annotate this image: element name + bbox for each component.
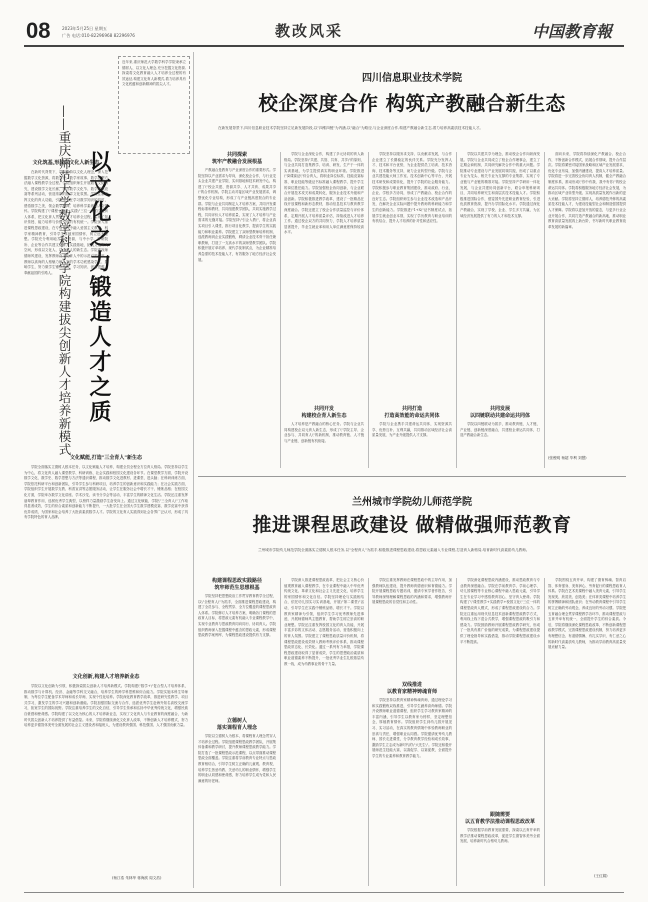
masthead — [0, 0, 648, 48]
left-body-1: 在新时代背景下，学院坚持以文化人理念，深入挖掘数学文化资源，将数学史、数学家故事、数学思想方法融入课程教学全过程。学院组织师生开展数学文化研究，建设数学文化长廊，举办数学文化节、数学建模竞赛等系列活动，营造浓厚的数学文化氛围。学院注重发挥文化的育人功能，引导学生在学习数学知识的同时，感悟数学之美，领会数学精神，培养科学素养和人文情怀。学院构建了\"课程+活动+实践\"三位一体的文化育人体系，把文化育人贯穿于人才培养全过程，实现了知识传授、能力培养与价值引领的有机统一。学院深入推进课程思政建设，在专业课程中融入爱国主义教育、科学家精神教育，引导学生厚植家国情怀，树立远大理想。学院充分利用地方文化资源，与中小学、科研院所、企业等合作共建文化育人实践基地，拓展文化育人空间，形成以文化人、以文育人的新生态。学院重视师德师风建设，发挥教师在文化育人中的示范引领作用，教师以高尚的人格魅力和扎实的学术功底感染学生、影响学生，努力做学生锤炼品格、学习知识、创新思维、奉献祖国的引路人。 — [24, 170, 108, 275]
top-col-4a: 学院以共建共享为理念，推动校企合作向纵深发展。学院与企业共同成立了校企合作理事会，建立了定期会商机制，共同研究解决合作中的重大问题。学院推动专业建设与产业发展同频共振，形成了以重点专业为龙头、相关专业为支撑的专业集群，实现了专业链与产业链的精准对接。学院坚持产学研用一体化发展，与企业共建协同创新平台，联合申报科研项目，共同培养研究生和高层次技术技能人才。学院积极推进国际合作，借鉴国外先进职业教育经验，引进优质教育资源，提升办学国际化水平。学院通过深化产教融合，实现了学校、企业、学生多方共赢，为区域经济发展提供了有力的人才和技术支撑。 — [460, 152, 540, 218]
bottom-byline: (王红娟) — [594, 874, 608, 878]
bottom-col-3a: 学院注重发挥教师在课程思政中的主导作用，加强教师队伍建设，提升教师育德意识和育德能力。学院开展课程思政专题培训，邀请专家学者作报告，引导教师深刻理解课程思政的内涵和要求，增强教师开展课程思政的自觉性和主动性。 — [372, 578, 452, 605]
top-col-divider-1 — [280, 152, 281, 468]
left-vertical-title: 以文化之力锻造人才之质 — [86, 150, 112, 425]
masthead-rule — [24, 45, 624, 47]
top-col-divider-2 — [368, 152, 369, 468]
bottom-page-rule — [24, 892, 624, 893]
left-heading-1: 文化筑基,形成以文化人新生态 — [32, 160, 100, 166]
top-heading-4: 共同发展 以四链联动共建命运共同体 — [469, 406, 530, 419]
bottom-col-divider-3 — [456, 578, 457, 886]
bottom-kicker: 兰州城市学院幼儿师范学院 — [352, 497, 472, 508]
top-intro: 在新发展背景下,四川信息职业技术学院坚持立足新发展阶段,以"四维四链"为内涵,以"融合"为路径,与企业深度合作,构建产教融合新生态,着力培养高素质技术技能人才。 — [218, 126, 484, 130]
top-col-2b: 人才培养是产教融合的核心任务。学院与企业共同构建校企双元育人新生态，形成了\"学院主导、企业参与、共同育人\"的新机制，推动教育链、人才链与产业链、创新链有机衔接。 — [284, 422, 364, 443]
bottom-headline: 推进课程思政建设 做精做强师范教育 — [252, 514, 572, 536]
left-intro-box — [118, 56, 190, 154]
bottom-heading-1: 构建课程思政实践路径 筑牢师范生思想根基 — [211, 578, 262, 591]
bottom-heading-4: 跟随需要 以五育教学法推动课程思政改革 — [464, 812, 535, 825]
top-headline: 校企深度合作 构筑产教融合新生态 — [258, 92, 566, 115]
left-body-2: 学院全面落实立德树人根本任务，以文化赋能人才培养，构建全员全程全方位育人格局。学院坚持以学生为中心，将文化育人融入课堂教学、科研训练、社会实践和校园文化建设各环节。在课堂教学方面，学院开设数学文化、数学史、数学思想与方法等通识课程，推动数学文化进教材、进课堂、进头脑；在科研训练方面，学院依托科研平台和创新团队，引导学生参与科研项目，培养学生的创新意识和实践能力；在社会实践方面，学院组织学生开展数学支教、科普宣讲等志愿服务活动，让学生在服务社会中增长才干、锤炼品格；在校园文化方面，学院举办数学文化讲座、学术沙龙、读书分享会等活动，丰富学生的精神文化生活。学院还注重发挥朋辈教育作用，选树优秀学生典型，以榜样力量激励学生奋发向上。通过文化赋能，学院\"三全育人\"工作取得显著成效，学生的综合素质和创新能力不断提升，一大批学生在全国大学生数学建模竞赛、数学竞赛中获得优异成绩，为国家和社会培养了大批高素质数学人才。学院的文化育人实践得到社会各界广泛认可，形成了具有学院特色的育人品牌。 — [24, 465, 188, 520]
top-kicker: 四川信息职业技术学院 — [362, 73, 462, 84]
bottom-col-1a: 学院坚持把思想政治工作贯穿教育教学全过程，以\"全程育人\"为抓手，全面推进课程思政建设，构建了全员参与、全程贯穿、全方位覆盖的课程思政育人体系。学院修订人才培养方案，明确各门课程的思政育人目标，将思政元素有机融入专业课程教学中，实现专业教育与思政教育同向同行、协同育人。学院组织教师深入挖掘课程中蕴含的思政元素，形成课程思政教学案例库，为课程思政建设提供有力支撑。 — [198, 594, 276, 638]
section-title: 教改风采 — [275, 22, 344, 40]
bottom-article — [198, 478, 626, 890]
top-col-3a: 学院坚持以服务求支持、以贡献求发展，与合作企业建立了长期稳定的伙伴关系。学院充分发挥人才、技术和平台优势，为企业提供员工培训、技术咨询、技术服务等支持，助力企业转型升级。学院与企业共建技能大师工作室、技术创新中心等平台，开展技术研发和成果转化，提升了学院的社会服务能力。学院积极参与职业教育集团建设，推动政府、行业、企业、学校多方协同，形成了产教融合、校企合作的良好生态。学院组织师生参与企业技术改造和产品开发，在解决企业实际问题中提升教师的科研能力和学生的创新能力。学院推进\"1+X\"证书制度试点，拓展学生就业创业本领，实现了学历教育与职业培训的有机结合，提升人才培养的针对性和适应性。 — [372, 152, 452, 224]
top-col-4b: 学院以四链联动为抓手，推动教育链、人才链、产业链、创新链深度融合，共建校企命运共同体，打造产教融合新生态。 — [460, 422, 540, 438]
left-vertical-subtitle: ——重庆师范大学数学科学学院构建拔尖创新人才培养新模式 — [57, 105, 72, 456]
left-heading-2: 文化赋能,打造"三全育人"新生态 — [70, 455, 142, 461]
top-col-3b: 学院与企业携手共建命运共同体，实现资源共享、优势互补、互利共赢，共同推动区域经济社会高质量发展，为产业升级提供人才支撑。 — [372, 422, 452, 438]
left-body-3: 学院以文化创新为引领，积极探索拔尖创新人才培养新模式。学院构建\"数学+\"复合型人才培养体系，推动数学与计算机、经济、金融等学科交叉融合，培养学生的跨学科思维和综合能力。学院实施本科生导师制，为每位学生配备学术导师和成长导师，实现个性化培养。学院深化教育教学改革，推进研究性教学、项目式学习，激发学生的学习兴趣和创新潜能。学院加强国际交流与合作，选派优秀学生赴海外知名高校交流学习，拓宽学生的国际视野。学院注重培养学生的文化自信，引导学生传承和弘扬中华优秀传统文化，增强民族自豪感和使命感。学院构建了以文化为核心的人才培养新业态，实现了文化育人与专业教育的深度融合，为新时代拔尖创新人才培养提供了有益借鉴。未来，学院将继续深化文化育人改革，不断创新人才培养模式，努力培养更多德智体美劳全面发展的社会主义建设者和接班人，为建设教育强国、科技强国、人才强国贡献力量。 — [24, 684, 188, 728]
top-article — [198, 52, 626, 472]
top-heading-3: 共同打造 打造高效能的命运共同体 — [384, 406, 440, 419]
top-col-divider-4 — [544, 152, 545, 468]
top-col-2a: 学院与企业深化合作，构建了多元协同的育人新格局。学院坚持\"共建、共管、共育、共享\"的原则，与企业共同打造集教学、培训、研发、生产于一体的实训基地，为学生提供真实的职业环境。学院推进\"岗课赛证\"综合育人，将职业岗位标准、技能竞赛标准、职业技能等级证书标准融入课程教学，提升学生的岗位胜任能力。学院加强校企协同创新，与企业联合开展技术攻关和成果转化，服务企业技术升级和产品创新。学院积极推进教学改革，建设了一批精品在线开放课程和新形态教材，推动信息技术与教育教学深度融合。学院还建立了校企合作质量监控与评价体系，定期开展人才培养质量评估，持续改进人才培养工作。通过校企双方的共同努力，学院人才培养质量显著提升，毕业生就业率和用人单位满意度保持较高水平。 — [284, 152, 364, 235]
top-col-divider-3 — [456, 152, 457, 468]
left-column-divider — [193, 52, 194, 888]
paper-name: 中国教育報 — [532, 22, 613, 41]
left-article — [24, 50, 190, 890]
bottom-col-divider-2 — [368, 578, 369, 886]
bottom-intro: 兰州城市学院幼儿师范学院全面落实立德树人根本任务,以"全程育人"为抓手,积极推进课程思政建设,将思政元素融入专业课程,打造育人新格局,培育新时代高素质幼儿教师。 — [258, 548, 530, 552]
bottom-col-1b: 学院以立德树人为根本，将课程育人理念贯穿人才培养全过程。学院组建课程思政教学团队，开展集体备课和教学研讨，提升教师课程思政教学能力。学院打造了一批课程思政示范课程，以点带面推动课程思政全面覆盖。学院注重将学前教育专业特点与思政教育相结合，引导学生树立正确的儿童观、教育观，培养学生热爱幼教、关爱幼儿的职业情怀，增强学生的职业认同感和使命感，努力培养学生成为党和人民满意的好老师。 — [198, 734, 276, 783]
top-byline: (张俊明 杨超 毕利 刘慧) — [548, 456, 587, 460]
bottom-col-5: 学院围绕五育并举，构建了德育铸魂、智育启智、体育强身、美育润心、劳育促行的课程思政育人体系。学院在艺术类课程中融入美育元素，引导学生发现美、欣赏美、创造美；在体育类课程中培养学生的拼搏精神和团队意识；在劳动教育课程中引导学生树立正确的劳动观念，养成良好的劳动习惯。学院把五育融合理念贯穿课程教学各环节，推动课程思政与五育并举有机统一，全面提升学生的综合素质。今后，学院将继续深化课程思政改革，不断创新课程思政教学模式，完善课程思政建设机制，努力培养更多有理想信念、有道德情操、有扎实学识、有仁爱之心的新时代高素质幼儿教师，为推动学前教育高质量发展贡献力量。 — [548, 578, 626, 650]
top-col-1: 产教融合是教育与产业深度合作的重要形式。学院坚持以产业需求为导向，深化校企合作，与行业龙头企业共建产业学院、实训基地和技术研发中心，构建了\"校企共建、资源共享、人才共育、成果共享\"的合作机制。学院主动对接区域产业发展需求，调整优化专业结构，形成了与产业链高度契合的专业群。学院与企业共同制定人才培养方案，共同开发课程标准和教材，共同组建教学团队，共同实施教学过程，共同评价人才培养质量，实现了人才培养与产业需求的无缝对接。学院坚持\"引企入教\"，将企业真实项目引入课堂，推行项目化教学，提高学生的实践能力和职业素养。学院建立了双师型教师培养机制，选派教师到企业实践锻炼，聘请企业技术骨干担任兼职教师，打造了一支高水平的双师型教学团队。学院积极开展订单培养、现代学徒制试点，为企业精准培养急需的技术技能人才，有效服务了地方经济社会发展。 — [198, 168, 276, 262]
bottom-col-4b: 学院根据学前教育发展需要，探索以五育并举的教学法推动课程思政改革，促进学生德智体美劳全面发展，培养新时代合格幼儿教师。 — [460, 828, 540, 844]
top-heading-1: 共同探索 筑牢产教融合发展根基 — [211, 152, 262, 165]
bottom-heading-2: 立德树人 落实课程育人理念 — [216, 718, 257, 731]
bottom-heading-3: 双线推进 以教育家精神铸魂育师 — [386, 682, 437, 695]
top-heading-2: 共同开发 构建校企育人新生态 — [301, 406, 347, 419]
left-intro: 近年来,重庆师范大学数学科学学院秉承立德树人、以文化人理念,充分挖掘文化资源,探索将文化教育融入人才培养全过程的有效途径,构建文化育人新模式,着力培养具有文化底蕴和创新精神的拔尖人才。 — [122, 60, 186, 87]
middle-divider — [198, 476, 626, 477]
info-line: 广告 电话:010-82296968 82296976 — [62, 33, 135, 38]
top-col-5: 面向未来，学院将持续深化产教融合、校企合作，不断创新合作模式，拓展合作领域，提升合作层次。学院将紧密对接国家战略和区域产业发展需求，优化专业布局，加强内涵建设，提高人才培养质量。学院将进一步完善校企协同育人机制，健全产教融合制度体系，推动形成\"你中有我、我中有你\"的校企命运共同体。学院将积极服务地方经济社会发展，为推动区域产业转型升级、实现高质量发展作出新的更大贡献。学院将坚持立德树人，培养德技并修的高素质技术技能人才，为建设技能型社会和制造强国提供人才保障。学院将以更加开放的姿态，与更多行业企业开展合作，共同打造产教融合的新高地，推动职业教育高质量发展再上新台阶，书写新时代职业教育改革发展的新篇章。 — [548, 152, 626, 229]
left-byline: (杨江浩 朱林华 蒋海滨 周文浩) — [112, 876, 162, 880]
bottom-col-4a: 学院深化课程思政内涵建设，推动思政教育与专业教育深度融合。学院在学前教育学、学前心理学、幼儿园课程等专业核心课程中融入思政元素，引导学生在专业学习中感悟教育初心、坚守育人使命。学院构建了\"课堂教学+实践教学+校园文化\"三位一体的课程思政育人模式，形成了课程思政建设的合力。学院还注重运用现代信息技术创新课程思政教学方式，利用线上线下混合式教学，增强课程思政的吸引力和感染力。学院鼓励教师开展课程思政教学研究，形成了一批具有推广价值的研究成果，为课程思政建设提供了理论指导和实践借鉴，推动学院课程思政建设水平不断提高。 — [460, 578, 540, 644]
page-number: 08 — [26, 18, 51, 43]
bottom-col-divider-1 — [280, 578, 281, 886]
bottom-col-3b: 学院坚持以教育家精神铸魂育师，通过理论学习和实践锻炼双线推进，引导学生涵养高尚师德。学院开设教师职业道德课程，组织学生学习教育家精神的丰富内涵，引导学生以教育家为榜样，坚定理想信念，厚植教育情怀。学院组织学生到幼儿园开展见习、实习活动，在真实的教育情境中体验教师职业的崇高与责任，增强职业认同感。学院邀请优秀幼儿教师、园长走进课堂，分享教育教学经验和成长故事，激励学生立志成为新时代的\"大先生\"。学院还积极开展师范生技能大赛，以赛促学、以赛促教，全面提升学生的专业素养和教育教学能力。 — [372, 698, 452, 758]
bottom-col-divider-4 — [544, 578, 545, 886]
date-line: 2023年5月25日 星期五 — [62, 26, 108, 31]
bottom-col-2: 学院深入推进课程思政改革，把社会主义核心价值观教育融入课程教学，在专业课程中融入中华优秀传统文化、革命文化和社会主义先进文化，培养学生的家国情怀和文化自信。学院坚持理论与实践相结合，依托幼儿园实习实训基地，开展\"第二课堂\"活动，引导学生在实践中锤炼品格、增长才干。学院以教育家精神为引领，组织学生学习优秀教师先进事迹，开展师德师风主题教育，帮助学生树立崇高的职业理想。学院还注重发挥校园文化的育人功能，开展丰富多彩的文体活动、志愿服务活动，营造积极向上的育人氛围。学院建立了课程思政质量评价机制，将课程思政建设成效纳入教师考核评价体系，推动课程思政常态化、长效化。通过一系列有力举措，学院课程思政建设取得了显著成效，学生的思想政治素质和职业道德素养不断提升，一批优秀毕业生扎根基层幼教一线，成为幼教事业的骨干力量。 — [284, 578, 364, 666]
left-heading-3: 文化创新,构建人才培养新业态 — [72, 674, 140, 680]
